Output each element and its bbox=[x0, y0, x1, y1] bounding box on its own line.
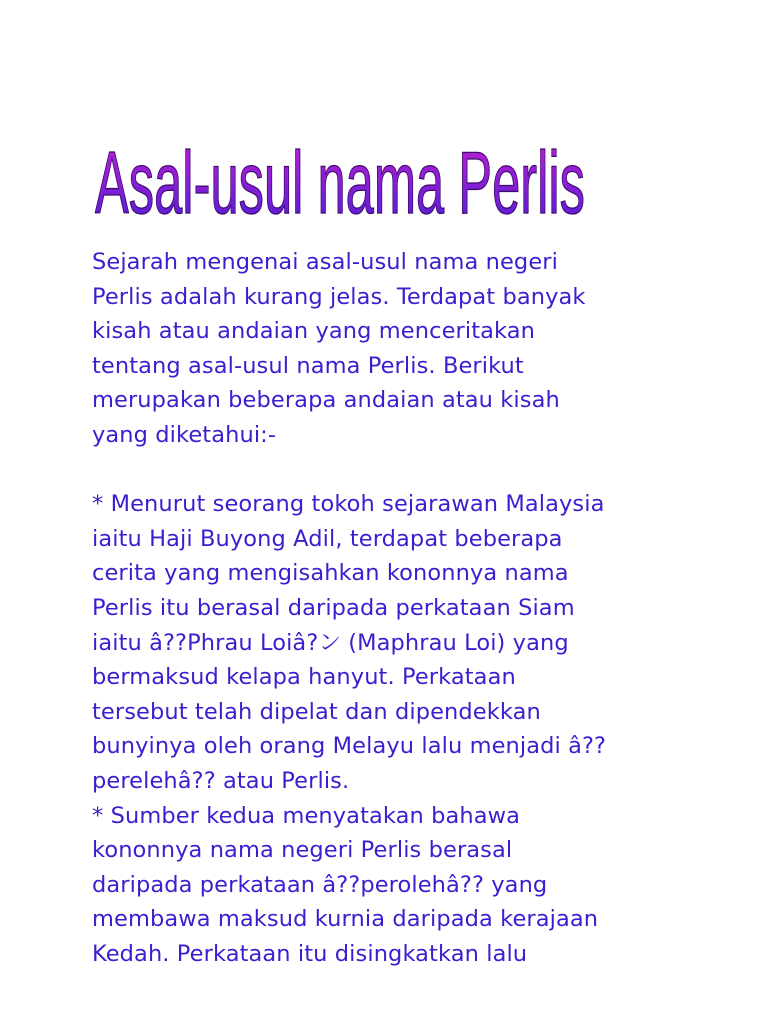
text-line: Perlis itu berasal daripada perkataan Siam bbox=[92, 594, 575, 621]
text-line: Kedah. Perkataan itu disingkatkan lalu bbox=[92, 940, 528, 967]
text-line: merupakan beberapa andaian atau kisah bbox=[92, 387, 560, 414]
text-line: daripada perkataan â??perolehâ?? yang bbox=[92, 871, 548, 898]
wordart-title bbox=[93, 118, 593, 233]
text-line: Perlis adalah kurang jelas. Terdapat banyak bbox=[92, 283, 586, 310]
title-text: Asal-usul nama Perlis bbox=[95, 134, 585, 233]
text-line: iaitu Haji Buyong Adil, terdapat beberapa bbox=[92, 525, 563, 552]
text-line: cerita yang mengisahkan kononnya nama bbox=[92, 560, 569, 587]
text-line: perelehâ?? atau Perlis. bbox=[92, 767, 350, 794]
text-line: tentang asal-usul nama Perlis. Berikut bbox=[92, 352, 524, 379]
paragraph-spacer bbox=[92, 453, 732, 488]
paragraph-buyong-adil bbox=[92, 487, 732, 798]
text-line: * Menurut seorang tokoh sejarawan Malaysia bbox=[92, 491, 605, 518]
text-line: bunyinya oleh orang Melayu lalu menjadi â?? bbox=[92, 733, 607, 760]
text-line: bermaksud kelapa hanyut. Perkataan bbox=[92, 664, 516, 691]
paragraph-second-source bbox=[92, 799, 732, 972]
text-line: Sejarah mengenai asal-usul nama negeri bbox=[92, 249, 558, 275]
text-line: tersebut telah dipelat dan dipendekkan bbox=[92, 698, 541, 725]
text-line: kononnya nama negeri Perlis berasal bbox=[92, 837, 513, 864]
document-body bbox=[92, 245, 732, 971]
paragraph-intro bbox=[92, 245, 732, 453]
text-line: kisah atau andaian yang menceritakan bbox=[92, 318, 536, 345]
text-line: yang diketahui:- bbox=[92, 421, 277, 448]
document-title bbox=[93, 118, 593, 233]
text-line: membawa maksud kurnia daripada kerajaan bbox=[92, 906, 599, 933]
text-line: * Sumber kedua menyatakan bahawa bbox=[92, 802, 521, 829]
text-line: iaitu â??Phrau Loiâ?ン (Maphrau Loi) yang bbox=[92, 629, 569, 656]
